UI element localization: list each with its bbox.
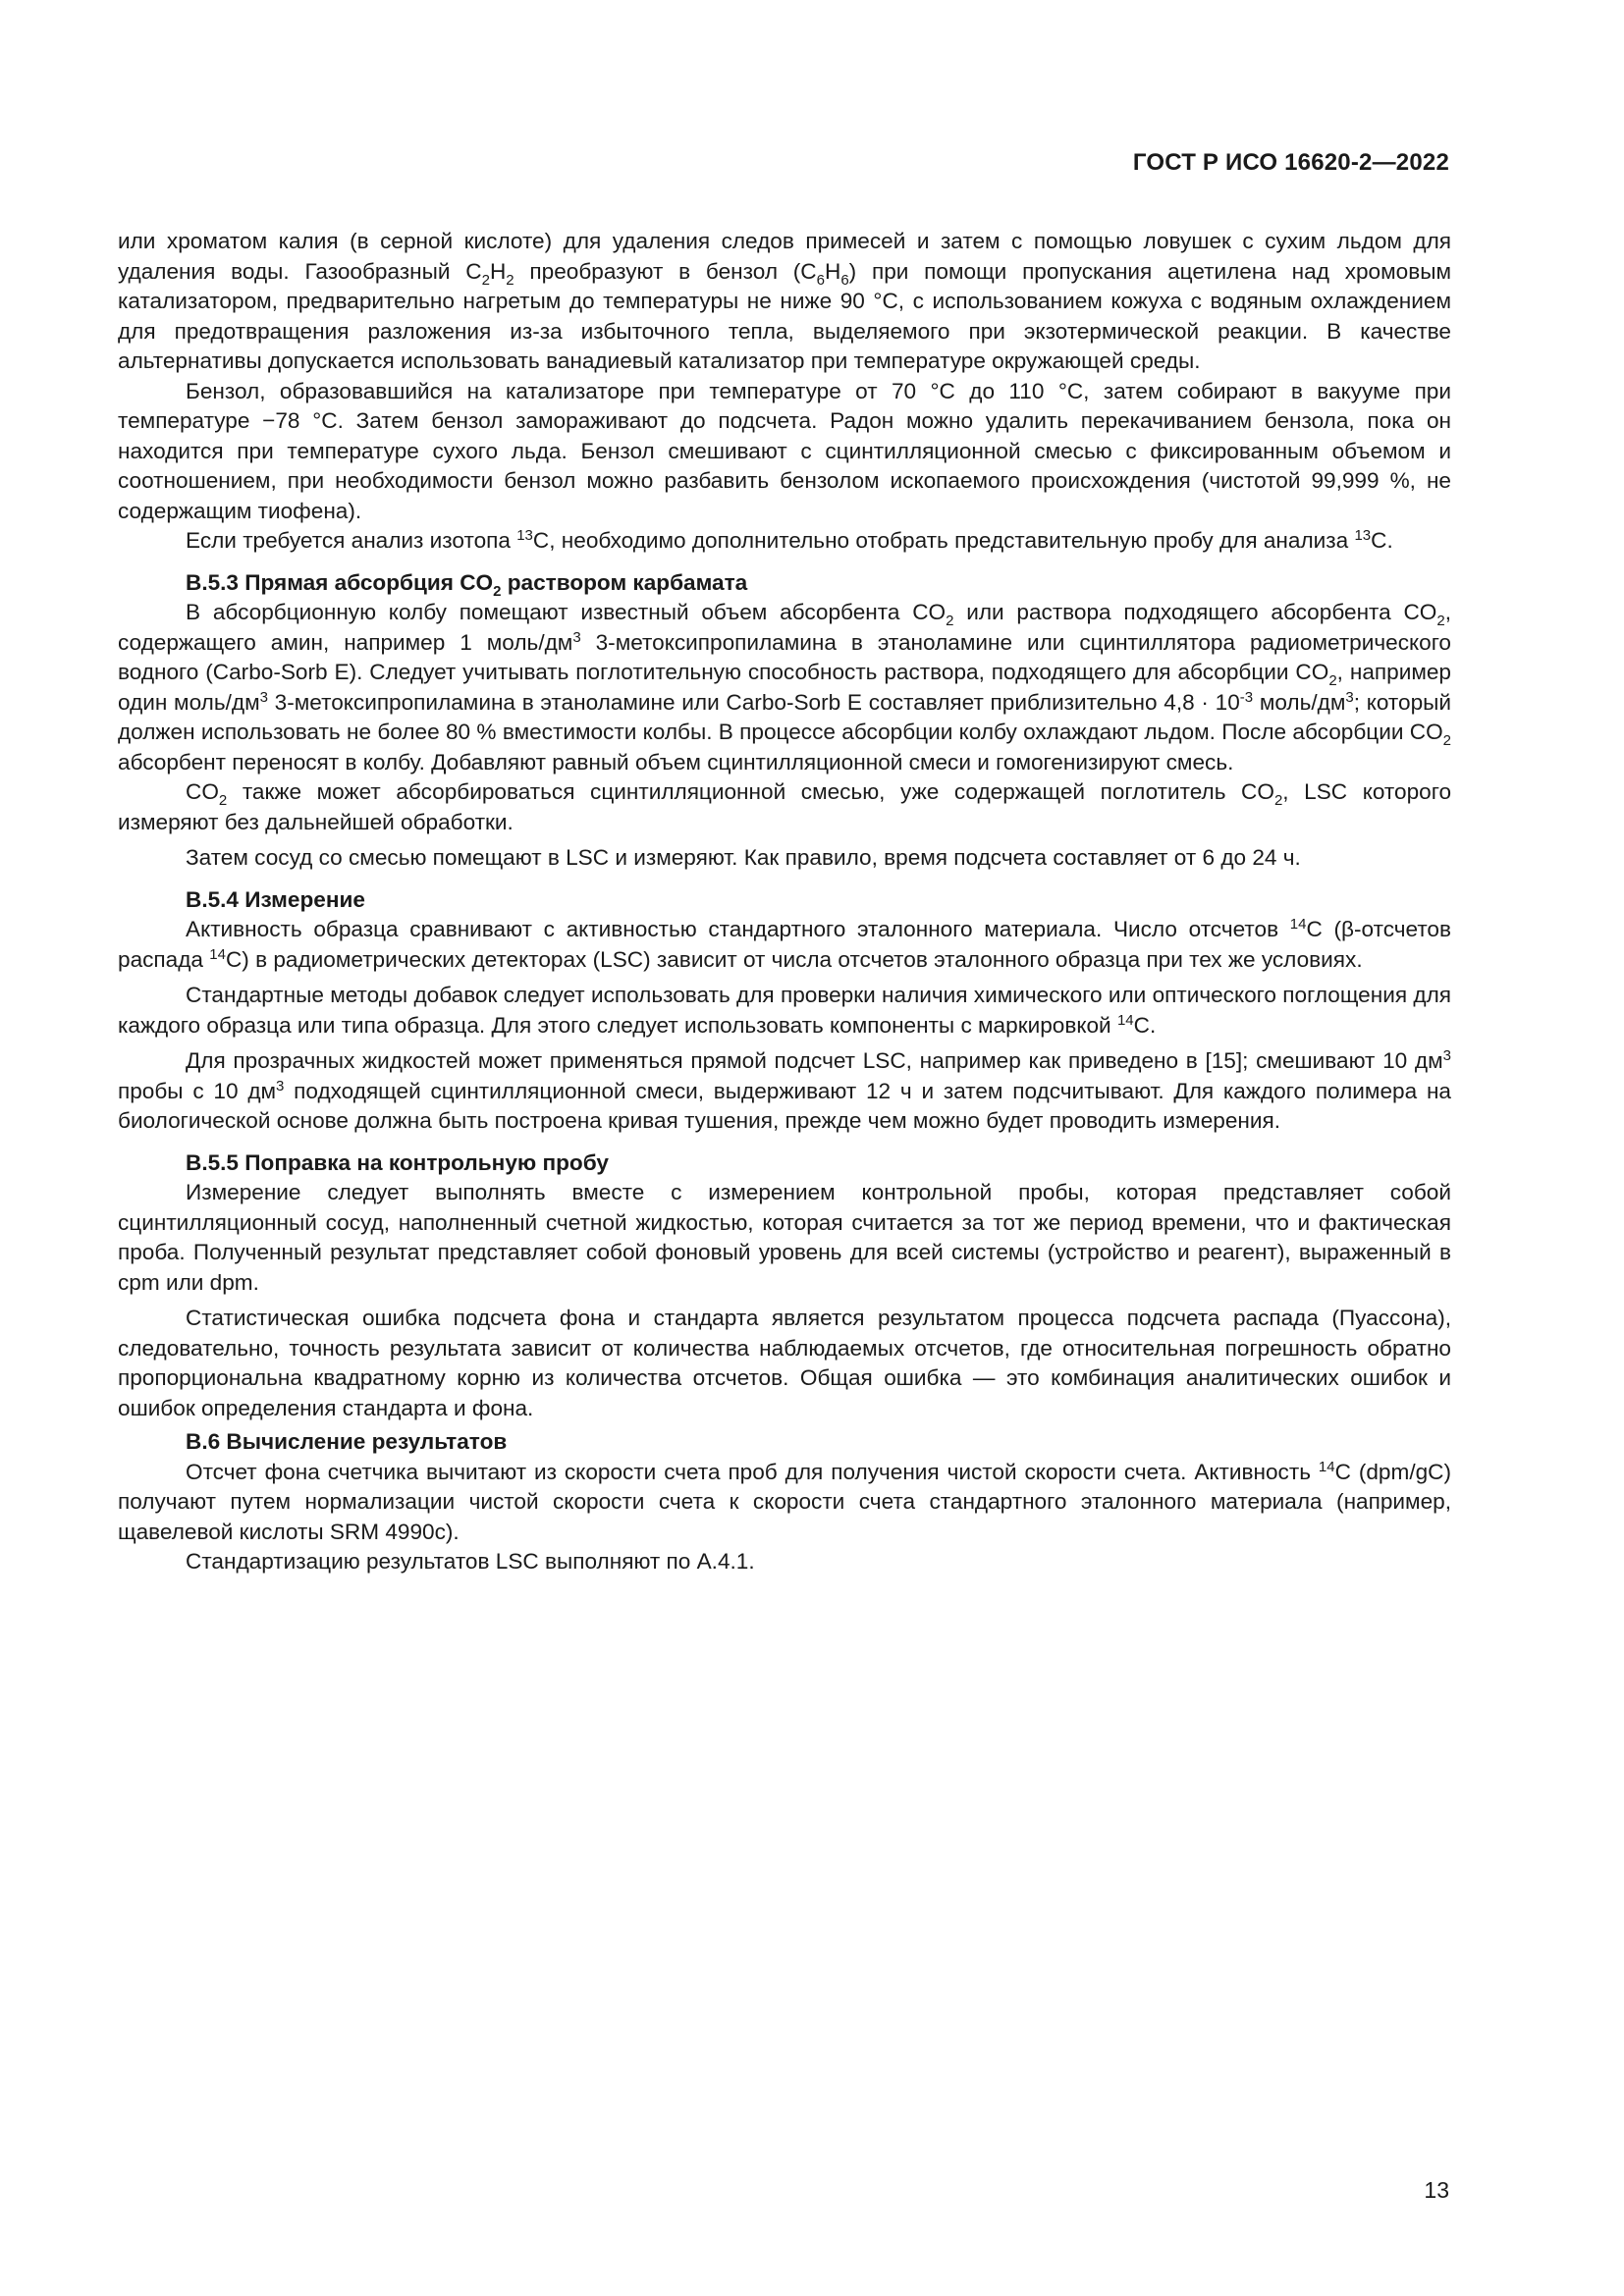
paragraph-background-subtraction: Отсчет фона счетчика вычитают из скорости счета проб для получения чистой скорости счета. Активность $^{14}$C (dpm/gC) получают путем нормализации чистой скорости счета к скорости счета стандартного эталонного материала (например, щавелевой кислоты SRM 4990c). [118, 1458, 1452, 1544]
section-heading-b54: В.5.4 Измерение [186, 886, 365, 912]
paragraph-isotope-13c: Если требуется анализ изотопа $^{13}$C, необходимо дополнительно отобрать представительную пробу для анализа $^{13}$C. [186, 527, 1393, 553]
paragraph-transparent-liquids: Для прозрачных жидкостей может применяться прямой подсчет LSC, например как приведено в [15]; смешивают 10 $дм^3$ пробы с 10 $дм^3$ подходящей сцинтилляционной смеси, выдерживают 12 ч и затем подсчитывают. Для каждого полимера на биологической основе должна быть построена кривая тушения, прежде чем можно будет проводить измерения. [118, 1047, 1451, 1133]
paragraph-standard-addition: Стандартные методы добавок следует использовать для проверки наличия химического или оптического поглощения для каждого образца или типа образца. Для этого следует использовать компоненты с маркировкой $^{14}$C. [118, 983, 1451, 1038]
section-heading-b55: В.5.5 Поправка на контрольную пробу [186, 1149, 609, 1175]
paragraph-benzene: Бензол, образовавшийся на катализаторе при температуре от 70 °C до 110 °C, затем собирают в вакууме при температуре −78 °C. Затем бензол замораживают до подсчета. Радон можно удалить перекачиванием бензола, пока он находится при температуре сухого льда. Бензол смешивают с сцинтилляционной смесью с фиксированным объемом и соотношением, при необходимости бензол можно разбавить бензолом ископаемого происхождения (чистотой 99,999 %, не содержащим тиофена). [118, 378, 1451, 523]
paragraph-absorption-flask: В абсорбционную колбу помещают известный объем абсорбента $CO_2$ или раствора подходящего абсорбента $CO_2$, содержащего амин, например 1 моль/$дм^3$ 3-метоксипропиламина в этаноламине или сцинтиллятора радиометрического водного (Carbo-Sorb E). Следует учитывать поглотительную способность раствора, подходящего для абсорбции $CO_2$, например один моль/$дм^3$ 3-метоксипропиламина в этаноламине или Carbo-Sorb E составляет приблизительно $4,8 \cdot 10^{-3}$ моль/$дм^3$; который должен использовать не более 80 % вместимости колбы. В процессе абсорбции колбу охлаждают льдом. После абсорбции $CO_2$ абсорбент переносят в колбу. Добавляют равный объем сцинтилляционной смеси и гомогенизируют смесь. [118, 600, 1451, 774]
section-heading-b53: В.5.3 Прямая абсорбция $CO_2$ раствором карбамата [186, 569, 748, 600]
section-heading-b6: В.6 Вычисление результатов [186, 1429, 508, 1454]
paragraph-counting-time: Затем сосуд со смесью помещают в LSC и измеряют. Как правило, время подсчета составляет от 6 до 24 ч. [186, 845, 1301, 870]
page-number: 13 [1424, 2177, 1449, 2203]
document-body [118, 227, 1451, 1577]
paragraph-activity-comparison: Активность образца сравнивают с активностью стандартного эталонного материала. Число отсчетов $^{14}$C (β-отсчетов распада $^{14}$C) в радиометрических детекторах (LSC) зависит от числа отсчетов эталонного образца при тех же условиях. [118, 916, 1451, 972]
paragraph-control-sample: Измерение следует выполнять вместе с измерением контрольной пробы, которая представляет собой сцинтилляционный сосуд, наполненный счетной жидкостью, которая считается за тот же период времени, что и фактическая проба. Полученный результат представляет собой фоновый уровень для всей системы (устройство и реагент), выраженный в cpm или dpm. [118, 1180, 1451, 1295]
paragraph-acetylene: или хроматом калия (в серной кислоте) для удаления следов примесей и затем с помощью ловушек с сухим льдом для удаления воды. Газообразный $C_2H_2$ преобразуют в бензол $(C_6H_6)$ при помощи пропускания ацетилена над хромовым катализатором, предварительно нагретым до температуры не ниже 90 °C, с использованием кожуха с водяным охлаждением для предотвращения разложения из-за избыточного тепла, выделяемого при экзотермической реакции. В качестве альтернативы допускается использовать ванадиевый катализатор при температуре окружающей среды. [118, 229, 1451, 373]
paragraph-co2-scintillation: $CO_2$ также может абсорбироваться сцинтилляционной смесью, уже содержащей поглотитель $CO_2$, LSC которого измеряют без дальнейшей обработки. [118, 779, 1452, 834]
paragraph-statistical-error: Статистическая ошибка подсчета фона и стандарта является результатом процесса подсчета распада (Пуассона), следовательно, точность результата зависит от количества наблюдаемых отсчетов, где относительная погрешность обратно пропорциональна квадратному корню из количества отсчетов. Общая ошибка — это комбинация аналитических ошибок и ошибок определения стандарта и фона. [118, 1306, 1451, 1420]
paragraph-standardization: Стандартизацию результатов LSC выполняют по A.4.1. [186, 1549, 755, 1574]
document-header: ГОСТ Р ИСО 16620-2—2022 [1132, 149, 1449, 176]
